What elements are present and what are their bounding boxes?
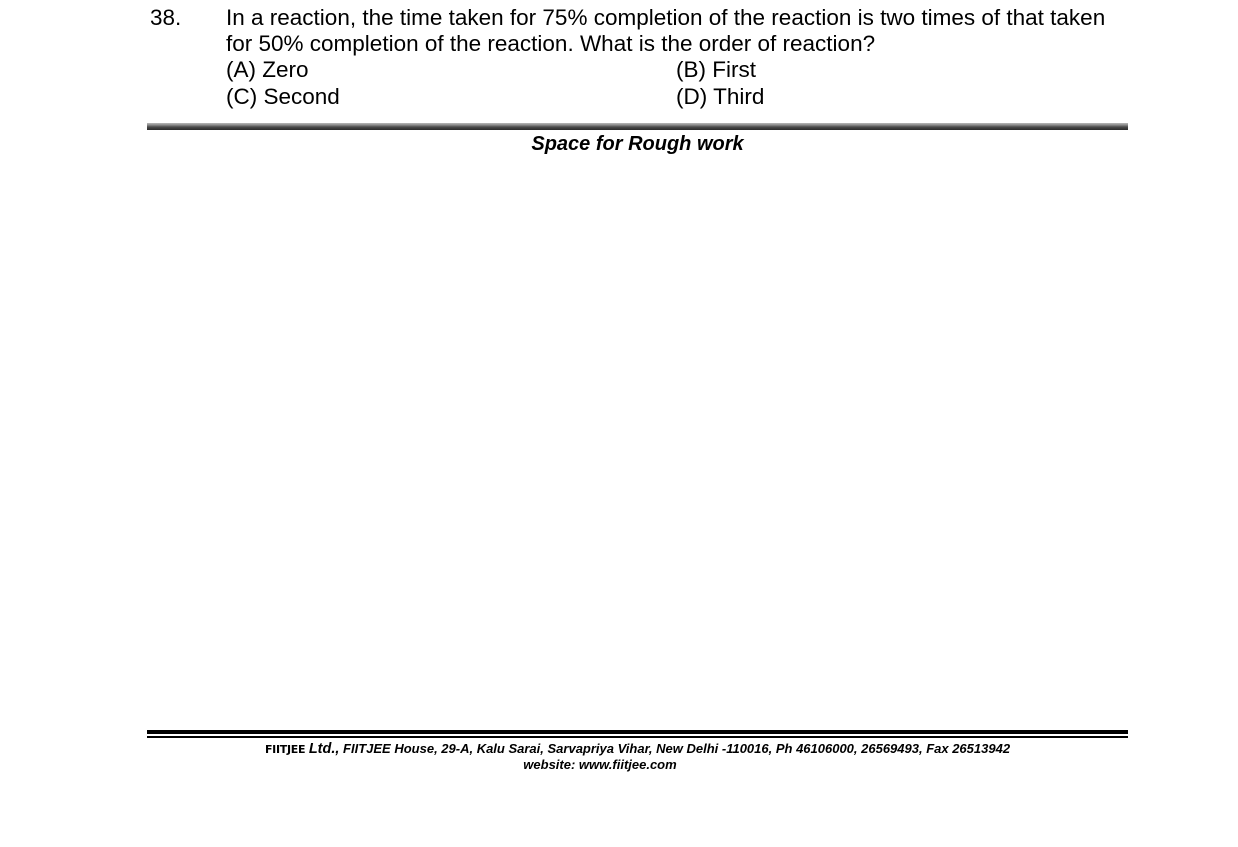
option-c: (C) Second: [226, 84, 340, 109]
option-d: (D) Third: [676, 84, 765, 109]
footer-rule-thin: [147, 736, 1128, 738]
footer-website: website: www.fiitjee.com: [523, 757, 677, 772]
question-number: 38.: [150, 5, 182, 30]
question-text-line-1: In a reaction, the time taken for 75% completion of the reaction is two times of that taken: [226, 5, 1106, 30]
option-b: (B) First: [676, 57, 756, 82]
footer-address: FIITJEE House, 29-A, Kalu Sarai, Sarvapriya Vihar, New Delhi -110016, Ph 46106000, 26569493, Fax 26513942: [343, 741, 1011, 756]
option-a: (A) Zero: [226, 57, 309, 82]
footer-address-line: [147, 741, 1128, 758]
rough-work-title: Space for Rough work: [531, 133, 744, 155]
question-text-line-2: for 50% completion of the reaction. What is the order of reaction?: [226, 31, 876, 56]
question-text: [226, 5, 1130, 57]
rough-work-divider: [147, 123, 1128, 130]
footer-rule-thick: [147, 730, 1128, 734]
footer-ltd: Ltd.,: [308, 741, 340, 757]
footer-brand: FIITJEE: [264, 743, 306, 756]
